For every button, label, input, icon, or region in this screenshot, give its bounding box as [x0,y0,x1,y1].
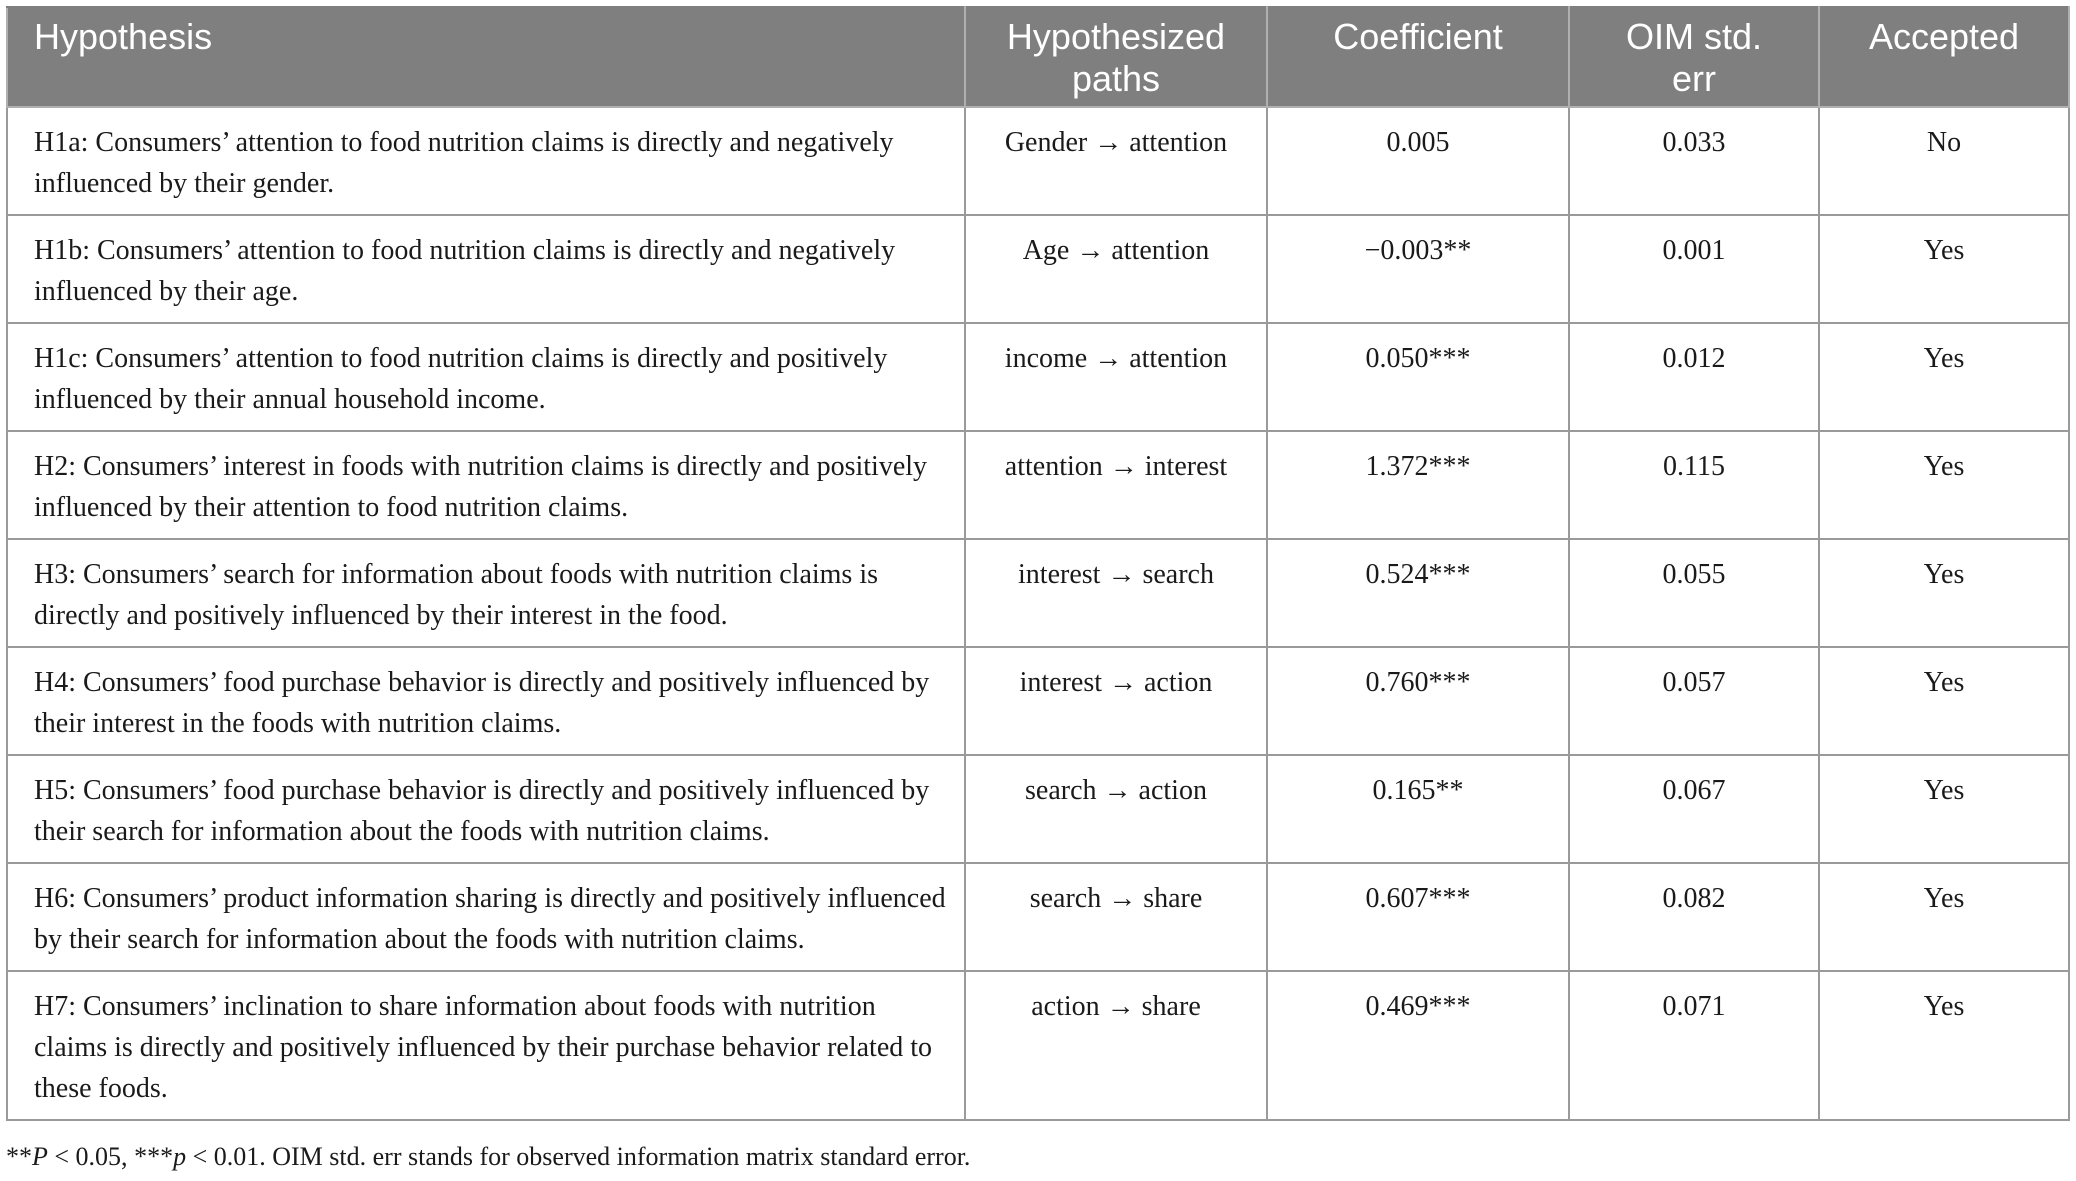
cell-stderr: 0.055 [1569,539,1819,647]
table-body [7,107,2069,1120]
cell-coefficient: 0.760*** [1267,647,1569,755]
cell-accepted: Yes [1819,755,2069,863]
cell-path: interest → action [965,647,1267,755]
cell-hypothesis: H5: Consumers’ food purchase behavior is directly and positively influenced by their search for information about the foods with nutrition claims. [7,755,965,863]
cell-accepted: Yes [1819,647,2069,755]
cell-hypothesis: H1c: Consumers’ attention to food nutrition claims is directly and positively influenced by their annual household income. [7,323,965,431]
header-stderr-line1: OIM std. [1625,16,1763,57]
cell-accepted: Yes [1819,971,2069,1120]
cell-accepted: Yes [1819,215,2069,323]
cell-accepted: Yes [1819,863,2069,971]
table-footnote [6,1140,970,1174]
cell-path: Gender → attention [965,107,1267,215]
header-paths-line1: Hypothesized [1006,16,1226,57]
cell-path: search → share [965,863,1267,971]
cell-hypothesis: H7: Consumers’ inclination to share information about foods with nutrition claims is directly and positively influenced by their purchase behavior related to these foods. [7,971,965,1120]
hypothesis-results-table-container [6,6,2068,1121]
cell-hypothesis: H2: Consumers’ interest in foods with nutrition claims is directly and positively influenced by their attention to food nutrition claims. [7,431,965,539]
cell-path: income → attention [965,323,1267,431]
cell-path: Age → attention [965,215,1267,323]
table-row [7,107,2069,215]
footnote-sig2-stars: *** [134,1142,174,1171]
cell-accepted: Yes [1819,431,2069,539]
footnote-sig1-var: P [32,1142,48,1171]
cell-path: interest → search [965,539,1267,647]
cell-hypothesis: H3: Consumers’ search for information about foods with nutrition claims is directly and positively influenced by their interest in the food. [7,539,965,647]
cell-accepted: Yes [1819,539,2069,647]
cell-hypothesis: H4: Consumers’ food purchase behavior is directly and positively influenced by their interest in the foods with nutrition claims. [7,647,965,755]
header-oim-std-err [1569,7,1819,107]
footnote-sig1-rest: < 0.05, [47,1142,135,1171]
cell-hypothesis: H1b: Consumers’ attention to food nutrition claims is directly and negatively influenced by their age. [7,215,965,323]
cell-path: search → action [965,755,1267,863]
header-coefficient: Coefficient [1267,7,1569,107]
table-row [7,539,2069,647]
header-accepted: Accepted [1819,7,2069,107]
table-row [7,323,2069,431]
cell-coefficient: 0.165** [1267,755,1569,863]
table-row [7,431,2069,539]
cell-stderr: 0.067 [1569,755,1819,863]
cell-coefficient: 0.005 [1267,107,1569,215]
header-row [7,7,2069,107]
table-row [7,863,2069,971]
footnote-sig2-rest: < 0.01. OIM std. err stands for observed information matrix standard error. [186,1142,971,1171]
cell-accepted: No [1819,107,2069,215]
header-stderr-line2: err [1672,58,1716,99]
cell-coefficient: −0.003** [1267,215,1569,323]
hypothesis-results-table [6,6,2070,1121]
cell-accepted: Yes [1819,323,2069,431]
cell-coefficient: 0.607*** [1267,863,1569,971]
cell-stderr: 0.012 [1569,323,1819,431]
cell-stderr: 0.057 [1569,647,1819,755]
cell-path: action → share [965,971,1267,1120]
table-row [7,647,2069,755]
table-header [7,7,2069,107]
header-hypothesis: Hypothesis [7,7,965,107]
cell-stderr: 0.115 [1569,431,1819,539]
cell-hypothesis: H6: Consumers’ product information sharing is directly and positively influenced by their search for information about the foods with nutrition claims. [7,863,965,971]
header-hypothesized-paths [965,7,1267,107]
cell-stderr: 0.082 [1569,863,1819,971]
cell-stderr: 0.001 [1569,215,1819,323]
cell-hypothesis: H1a: Consumers’ attention to food nutrition claims is directly and negatively influenced by their gender. [7,107,965,215]
footnote-sig2-var: p [173,1142,187,1171]
table-row [7,971,2069,1120]
footnote-sig1-stars: ** [6,1142,32,1171]
cell-stderr: 0.033 [1569,107,1819,215]
cell-stderr: 0.071 [1569,971,1819,1120]
cell-coefficient: 0.524*** [1267,539,1569,647]
table-row [7,755,2069,863]
cell-coefficient: 0.050*** [1267,323,1569,431]
cell-coefficient: 1.372*** [1267,431,1569,539]
table-row [7,215,2069,323]
cell-path: attention → interest [965,431,1267,539]
cell-coefficient: 0.469*** [1267,971,1569,1120]
header-paths-line2: paths [1071,58,1161,99]
